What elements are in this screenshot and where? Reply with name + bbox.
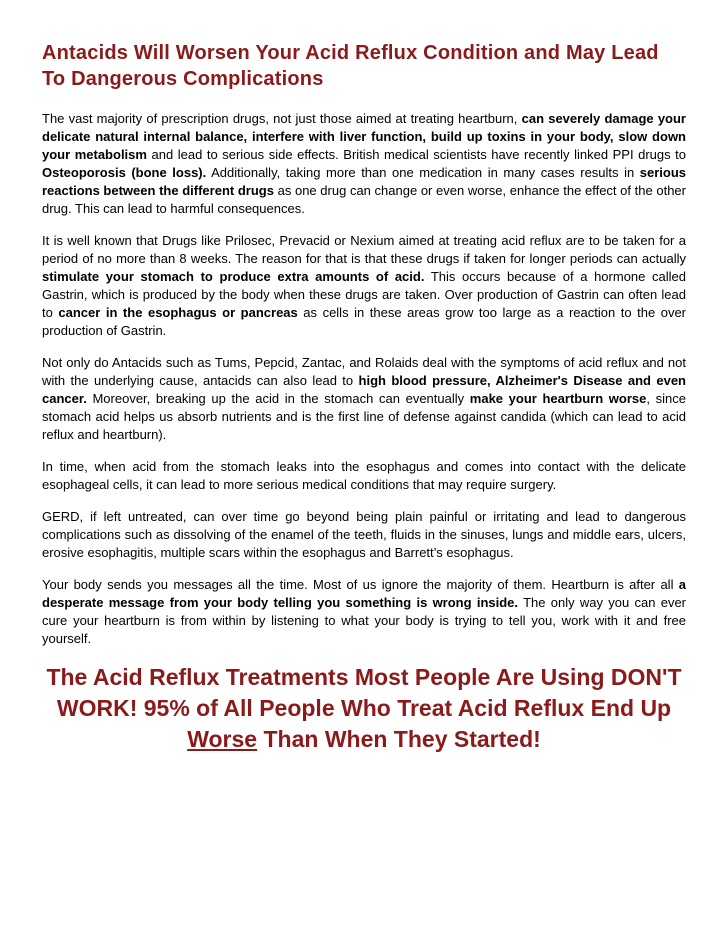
bold-text: serious reactions between the different drugs xyxy=(42,165,687,198)
text-run: , since stomach acid helps us absorb nutrients and is the first line of defense against candida (which can lead to acid reflux and heartburn). xyxy=(42,391,686,442)
callout-headline xyxy=(42,662,686,755)
bold-text: cancer in the esophagus or pancreas xyxy=(58,305,298,320)
callout-text-part2: Than When They Started! xyxy=(257,726,541,752)
paragraph xyxy=(42,508,686,562)
bold-text: Osteoporosis (bone loss). xyxy=(42,165,207,180)
text-run: GERD, if left untreated, can over time go beyond being plain painful or irritating and lead to dangerous complications such as dissolving of the enamel of the teeth, fluids in the sinuses, lungs and middle ears, ulcers, erosive esophagitis, multiple scars within the esophagus and Barrett’s esophagus. xyxy=(42,509,686,560)
text-run: In time, when acid from the stomach leaks into the esophagus and comes into contact with the delicate esophageal cells, it can lead to more serious medical conditions that may require surgery. xyxy=(42,459,686,492)
paragraph xyxy=(42,576,686,648)
paragraph xyxy=(42,354,686,444)
text-run: The only way you can ever cure your heartburn is from within by listening to what your body is trying to tell you, work with it and free yourself. xyxy=(42,595,686,646)
text-run: as cells in these areas grow too large as a reaction to the over production of Gastrin. xyxy=(42,305,687,338)
text-run: and lead to serious side effects. British medical scientists have recently linked PPI drugs to xyxy=(146,147,687,162)
text-run: Your body sends you messages all the time. Most of us ignore the majority of them. Heartburn is after all xyxy=(42,577,679,592)
callout-text-part1: The Acid Reflux Treatments Most People Are Using DON'T WORK! 95% of All People Who Treat Acid Reflux End Up xyxy=(46,664,682,721)
document-page xyxy=(42,40,686,755)
text-run: Moreover, breaking up the acid in the stomach can eventually xyxy=(86,391,470,406)
callout-underlined-word: Worse xyxy=(187,726,258,752)
text-run: Additionally, taking more than one medication in many cases results in xyxy=(206,165,640,180)
text-run: Not only do Antacids such as Tums, Pepcid, Zantac, and Rolaids deal with the symptoms of acid reflux and not with the underlying cause, antacids can also lead to xyxy=(42,355,686,388)
page-title: Antacids Will Worsen Your Acid Reflux Condition and May Lead To Dangerous Complications xyxy=(42,42,659,90)
bold-text: can severely damage your delicate natural internal balance, interfere with liver function, build up toxins in your body, slow down your metabolism xyxy=(42,111,686,162)
text-run: This occurs because of a hormone called Gastrin, which is produced by the body when these drugs are taken. Over production of Gastrin can often lead to xyxy=(42,269,686,320)
body-text xyxy=(42,110,686,648)
paragraph xyxy=(42,110,686,218)
paragraph xyxy=(42,458,686,494)
text-run: as one drug can change or even worse, enhance the effect of the other drug. This can lead to harmful consequences. xyxy=(42,183,686,216)
paragraph xyxy=(42,232,686,340)
text-run: The vast majority of prescription drugs, not just those aimed at treating heartburn, xyxy=(42,111,522,126)
bold-text: make your heartburn worse xyxy=(469,391,647,406)
bold-text: high blood pressure, Alzheimer's Disease and even cancer. xyxy=(42,373,686,406)
bold-text: stimulate your stomach to produce extra amounts of acid. xyxy=(42,269,425,284)
bold-text: a desperate message from your body telling you something is wrong inside. xyxy=(42,577,686,610)
text-run: It is well known that Drugs like Prilosec, Prevacid or Nexium aimed at treating acid reflux are to be taken for a period of no more than 8 weeks. The reason for that is that these drugs if taken for longer periods can actually xyxy=(42,233,686,266)
